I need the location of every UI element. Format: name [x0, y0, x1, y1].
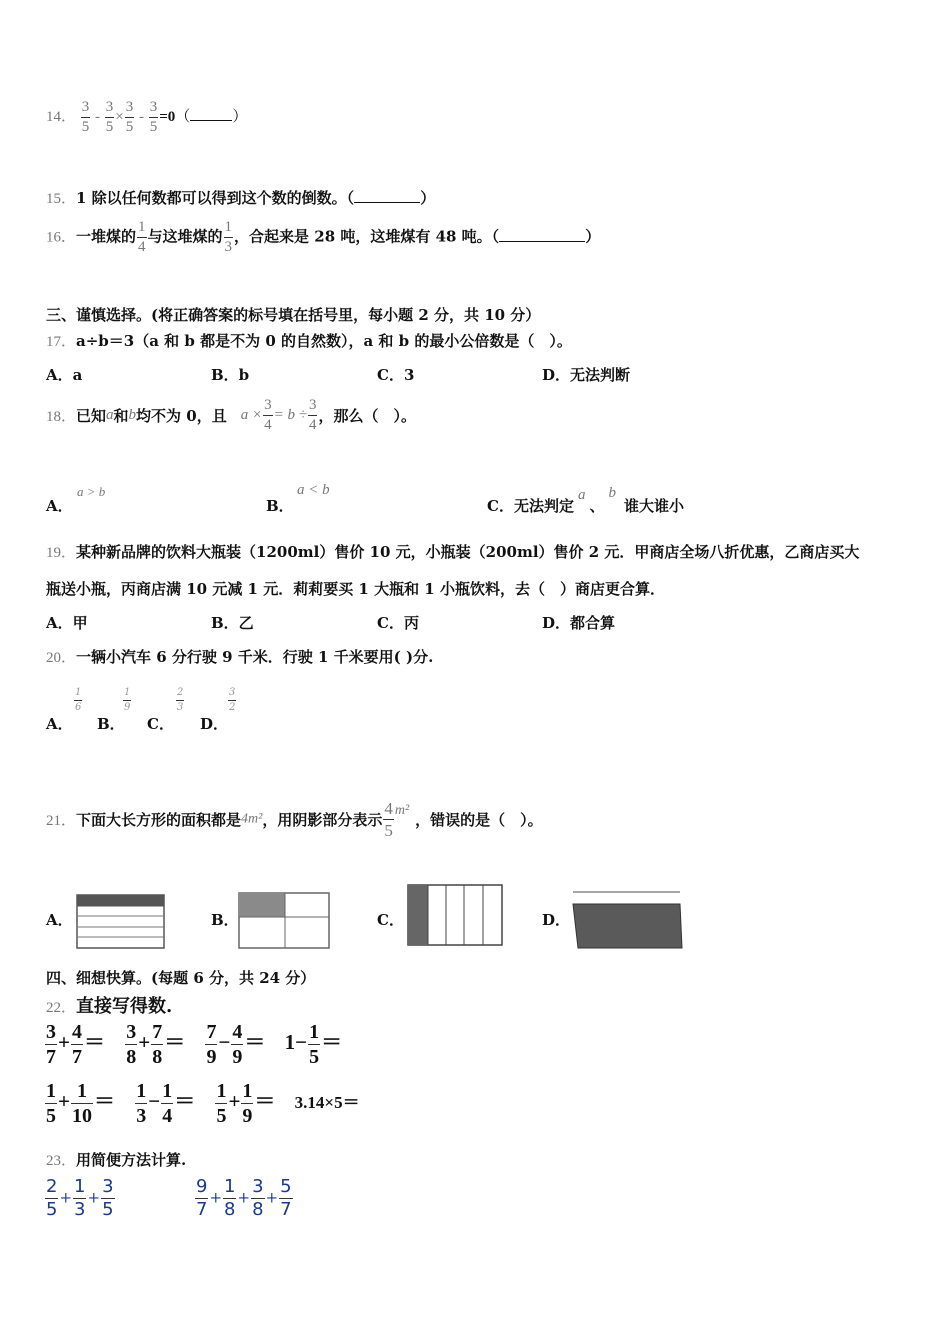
q20: 20．一辆小汽车 6 分行驶 9 千米．行驶 1 千米要用( )分.	[46, 648, 434, 666]
q16-frac-1: $\frac{1}{4}$	[138, 219, 146, 255]
q18-frac-1: $\frac{3}{4}$	[264, 397, 272, 433]
q23: 23．用简便方法计算.	[46, 1151, 187, 1169]
shaded-fifth	[408, 885, 428, 945]
q17-option-b[interactable]: B．b	[211, 366, 250, 384]
q20-frac-b: $\frac{1}{9}$	[124, 687, 131, 713]
q20-option-c[interactable]: C．	[147, 715, 174, 733]
q18: 18．已知a和b均不为 0，且 a × $\frac{3}{4}$ = b ÷ $\frac{3}{4}$ ，那么（ ）。	[46, 397, 416, 433]
q14-frac-4: $\frac{3}{5}$	[149, 99, 158, 135]
q23-expression-2: $\frac{9}{7}$ + $\frac{1}{8}$ + $\frac{3}{8}$ + $\frac{5}{7}$	[196, 1176, 292, 1220]
shaded-quarter	[239, 893, 285, 917]
q20-option-a[interactable]: A．	[46, 715, 73, 733]
q21-figure-c	[406, 884, 506, 950]
q15-answer-blank[interactable]	[354, 202, 420, 203]
q18-option-a[interactable]: A．	[46, 497, 73, 515]
q21-figure-d	[570, 886, 686, 952]
q22-r1-item-4: 1− $\frac{1}{5}$ ＝	[284, 1021, 343, 1068]
q22-r1-item-2: $\frac{3}{8}$ + $\frac{7}{8}$ ＝	[126, 1021, 186, 1068]
q22-row-1	[44, 1022, 342, 1067]
q19-option-b[interactable]: B．乙	[211, 614, 254, 632]
q16-frac-2: $\frac{1}{3}$	[224, 219, 233, 255]
q14-frac-3: $\frac{3}{5}$	[125, 99, 134, 135]
q22-r2-item-4: 3.14×5＝	[294, 1093, 360, 1113]
section-4-title: 四、细想快算。(每题 6 分，共 24 分）	[46, 969, 316, 987]
q18-expr-b: a < b	[297, 482, 330, 498]
q22: 22．直接写得数.	[46, 996, 173, 1017]
q21-option-d[interactable]: D．	[542, 911, 571, 929]
q21-option-b[interactable]: B．	[211, 911, 239, 929]
q16-answer-blank[interactable]	[499, 241, 585, 242]
q22-r2-item-1: $\frac{1}{5}$ + $\frac{1}{10}$ ＝	[46, 1080, 115, 1127]
q22-r2-item-2: $\frac{1}{3}$ − $\frac{1}{4}$ ＝	[136, 1080, 196, 1127]
q18-option-c[interactable]: C．无法判定a、b谁大谁小	[487, 485, 684, 515]
q21-frac: $\frac{4}{5}$	[384, 799, 393, 840]
q20-frac-a: $\frac{1}{6}$	[75, 687, 82, 713]
q20-frac-d: $\frac{3}{2}$	[229, 687, 236, 713]
section-3-title: 三、谨慎选择。(将正确答案的标号填在括号里，每小题 2 分，共 10 分）	[46, 306, 541, 324]
q20-option-b[interactable]: B．	[97, 715, 125, 733]
q22-r2-item-3: $\frac{1}{5}$ + $\frac{1}{9}$ ＝	[216, 1080, 276, 1127]
q19-option-a[interactable]: A．甲	[46, 614, 88, 632]
q22-r1-item-1: $\frac{3}{7}$ + $\frac{4}{7}$ ＝	[46, 1021, 105, 1068]
q19-option-d[interactable]: D．都合算	[542, 614, 616, 632]
q19-line-2: 瓶送小瓶，丙商店满 10 元减 1 元．莉莉要买 1 大瓶和 1 小瓶饮料，去（ ）商店更合算．	[46, 580, 665, 598]
q16: 16．一堆煤的 $\frac{1}{4}$ 与这堆煤的 $\frac{1}{3}$ ，合起来是 28 吨，这堆煤有 48 吨。（ ）	[46, 219, 601, 255]
q20-option-d[interactable]: D．	[200, 715, 229, 733]
q18-option-b[interactable]: B．	[266, 497, 294, 515]
q17-option-c[interactable]: C．3	[377, 366, 415, 384]
q19-line-1: 19．某种新品牌的饮料大瓶装（1200ml）售价 10 元，小瓶装（200ml）售价 2 元．甲商店全场八折优惠，乙商店买大	[46, 543, 860, 561]
q14-number: 14．	[46, 108, 77, 125]
q21: 21．下面大长方形的面积都是4m²，用阴影部分表示 $\frac{4}{5}$ m²，错误的是（ ）。	[46, 799, 543, 840]
q17-option-a[interactable]: A．a	[46, 366, 83, 384]
q19-option-c[interactable]: C．丙	[377, 614, 419, 632]
shaded-area	[573, 904, 682, 948]
q14-frac-1: $\frac{3}{5}$	[81, 99, 90, 135]
q15: 15．1 除以任何数都可以得到这个数的倒数。（ ）	[46, 189, 436, 207]
shaded-strip	[77, 895, 164, 906]
q14-frac-2: $\frac{3}{5}$	[105, 99, 114, 135]
q22-r1-item-3: $\frac{7}{9}$ − $\frac{4}{9}$ ＝	[206, 1021, 266, 1068]
q21-option-a[interactable]: A．	[46, 911, 73, 929]
q18-expr-a: a > b	[77, 484, 106, 499]
q14: 14． $\frac{3}{5}$ - $\frac{3}{5}$ × $\frac{3}{5}$ - $\frac{3}{5}$ =0（ ）	[46, 99, 248, 135]
q17: 17．a÷b＝3（a 和 b 都是不为 0 的自然数），a 和 b 的最小公倍数是（ ）。	[46, 332, 572, 350]
q23-expression-1: $\frac{2}{5}$ + $\frac{1}{3}$ + $\frac{3}{5}$	[46, 1176, 114, 1220]
q21-figure-b	[238, 892, 332, 952]
q18-frac-2: $\frac{3}{4}$	[308, 397, 317, 433]
q14-answer-blank[interactable]	[190, 120, 232, 121]
q21-option-c[interactable]: C．	[377, 911, 404, 929]
q20-frac-c: $\frac{2}{3}$	[177, 687, 184, 713]
q21-figure-a	[76, 894, 166, 950]
q22-row-2	[44, 1081, 360, 1126]
q17-option-d[interactable]: D．无法判断	[542, 366, 631, 384]
